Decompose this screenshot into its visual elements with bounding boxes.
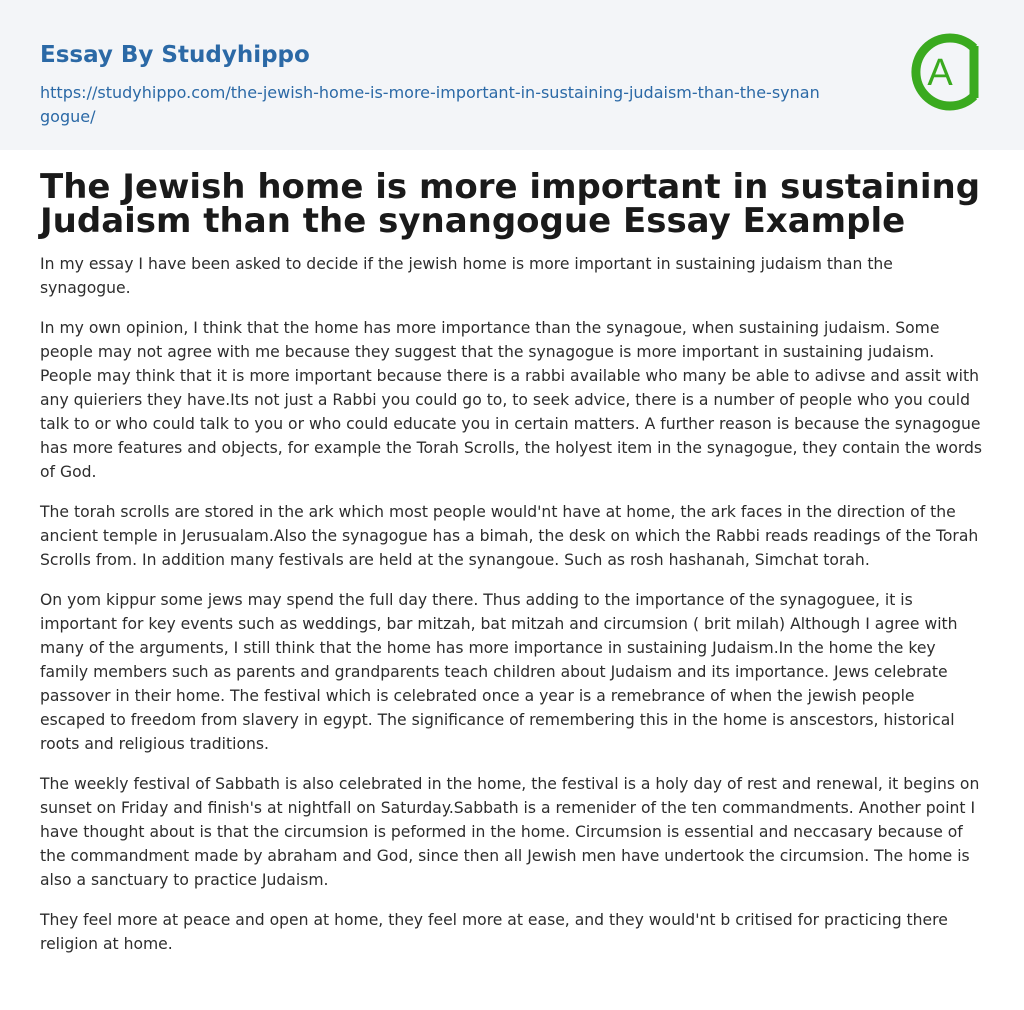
logo-letter: A (927, 52, 953, 94)
studyhippo-logo-icon[interactable] (910, 28, 988, 116)
essay-content (40, 167, 984, 972)
essay-paragraph-2: In my own opinion, I think that the home has more importance than the synagoue, when sustaining judaism. Some people may not agree with me because they suggest that the synagogue is more important in sustaining judaism. People may think that it is more important because there is a rabbi available who many be able to adivse and assit with any quieriers they have.Its not just a Rabbi you could go to, to seek advice, there is a number of people who you could talk to or who could talk to you or who could educate you in certain matters. A further reason is because the synagogue has more features and objects, for example the Torah Scrolls, the holyest item in the synagogue, they contain the words of God. (40, 319, 983, 481)
essay-paragraph-5: The weekly festival of Sabbath is also celebrated in the home, the festival is a holy day of rest and renewal, it begins on sunset on Friday and finish's at nightfall on Saturday.Sabbath is a remenider of the ten commandments. Another point I have thought about is that the circumsion is peformed in the home. Circumsion is essential and neccasary because of the commandment made by abraham and God, since then all Jewish men have undertook the circumsion. The home is also a sanctuary to practice Judaism. (40, 775, 980, 889)
essay-title: The Jewish home is more important in sustaining Judaism than the synangogue Essay Example (40, 167, 981, 241)
essay-paragraph-4: On yom kippur some jews may spend the full day there. Thus adding to the importance of the synagoguee, it is important for key events such as weddings, bar mitzah, bat mitzah and circumsion ( brit milah) Although I agree with many of the arguments, I still think that the home has more importance in sustaining Judaism.In the home the key family members such as parents and grandparents teach children about Judaism and its importance. Jews celebrate passover in their home. The festival which is celebrated once a year is a remebrance of when the jewish people escaped to freedom from slavery in egypt. The significance of remembering this in the home is anscestors, historical roots and religious traditions. (40, 591, 958, 753)
source-url-link[interactable]: https://studyhippo.com/the-jewish-home-is-more-important-in-sustaining-judaism-than-the-synangogue/ (40, 83, 820, 126)
essay-paragraph-6: They feel more at peace and open at home, they feel more at ease, and they would'nt b critised for practicing there religion at home. (40, 911, 948, 953)
site-header (0, 0, 1024, 150)
brand-title[interactable]: Essay By Studyhippo (40, 42, 310, 68)
essay-paragraph-1: In my essay I have been asked to decide if the jewish home is more important in sustaining judaism than the synagogue. (40, 255, 893, 297)
essay-paragraph-3: The torah scrolls are stored in the ark which most people would'nt have at home, the ark faces in the direction of the ancient temple in Jerusualam.Also the synagogue has a bimah, the desk on which the Rabbi reads readings of the Torah Scrolls from. In addition many festivals are held at the synangoue. Such as rosh hashanah, Simchat torah. (40, 503, 979, 569)
